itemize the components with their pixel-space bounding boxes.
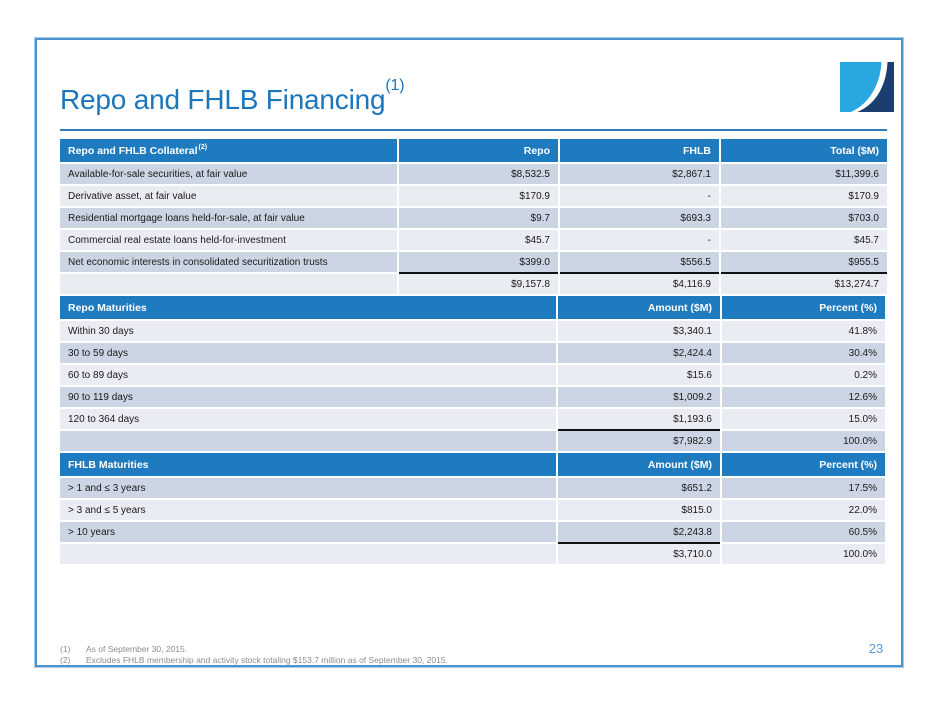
total-cell: $13,274.7 <box>721 274 887 294</box>
column-header: Total ($M) <box>721 139 887 162</box>
title-text: Repo and FHLB Financing <box>60 84 386 115</box>
footnote-2 <box>60 655 448 666</box>
total-cell: 100.0% <box>722 544 885 564</box>
total-row-label <box>60 431 556 451</box>
cell: 22.0% <box>722 500 885 520</box>
cell: $8,532.5 <box>399 164 558 184</box>
footnotes <box>60 644 448 666</box>
row-label: 120 to 364 days <box>60 409 556 429</box>
table-row <box>60 387 887 407</box>
table-row <box>60 164 887 184</box>
cell: $399.0 <box>399 252 558 272</box>
total-row <box>60 544 887 564</box>
row-label: > 10 years <box>60 522 556 542</box>
cell: 15.0% <box>722 409 885 429</box>
cell: $955.5 <box>721 252 887 272</box>
cell: $556.5 <box>560 252 719 272</box>
cell: $703.0 <box>721 208 887 228</box>
footnote-1-marker: (1) <box>60 644 71 654</box>
footnote-1-text: As of September 30, 2015. <box>86 644 188 654</box>
page-number: 23 <box>868 641 884 656</box>
total-cell: 100.0% <box>722 431 885 451</box>
table-title: FHLB Maturities <box>60 453 556 476</box>
cell: - <box>560 186 719 206</box>
table-title: Repo and FHLB Collateral $^{(2)}$ <box>60 139 397 162</box>
footnote-2-text: Excludes FHLB membership and activity stock totaling $153.7 million as of September 30, 2015. <box>86 655 448 665</box>
cell: $11,399.6 <box>721 164 887 184</box>
cell: $651.2 <box>558 478 720 498</box>
total-row-label <box>60 274 397 294</box>
tables-container <box>60 139 887 564</box>
table-title: Repo Maturities <box>60 296 556 319</box>
column-header: Amount ($M) <box>558 453 720 476</box>
total-row-label <box>60 544 556 564</box>
total-cell: $4,116.9 <box>560 274 719 294</box>
footnote-2-marker: (2) <box>60 655 71 665</box>
row-label: 60 to 89 days <box>60 365 556 385</box>
cell: 0.2% <box>722 365 885 385</box>
total-cell: $7,982.9 <box>558 431 720 451</box>
repo-maturities-table <box>60 296 887 451</box>
cell: $9.7 <box>399 208 558 228</box>
cell: 12.6% <box>722 387 885 407</box>
table-row <box>60 186 887 206</box>
title-divider-rule <box>60 129 887 131</box>
total-row <box>60 431 887 451</box>
row-label: Commercial real estate loans held-for-investment <box>60 230 397 250</box>
fhlb-maturities-table-header-row <box>60 453 887 476</box>
cell: $1,193.6 <box>558 409 720 429</box>
table-row <box>60 478 887 498</box>
cell: 60.5% <box>722 522 885 542</box>
row-label: Available-for-sale securities, at fair value <box>60 164 397 184</box>
cell: 41.8% <box>722 321 885 341</box>
fhlb-maturities-table <box>60 453 887 564</box>
table-row <box>60 500 887 520</box>
row-label: > 3 and ≤ 5 years <box>60 500 556 520</box>
table-row <box>60 522 887 542</box>
table-row <box>60 230 887 250</box>
total-cell: $3,710.0 <box>558 544 720 564</box>
row-label: Residential mortgage loans held-for-sale, at fair value <box>60 208 397 228</box>
table-row <box>60 343 887 363</box>
total-cell: $9,157.8 <box>399 274 558 294</box>
repo-fhlb-collateral-table <box>60 139 887 294</box>
page-title <box>60 76 405 116</box>
table-row <box>60 208 887 228</box>
cell: $170.9 <box>721 186 887 206</box>
cell: $2,424.4 <box>558 343 720 363</box>
table-row <box>60 252 887 272</box>
row-label: 30 to 59 days <box>60 343 556 363</box>
cell: $2,867.1 <box>560 164 719 184</box>
cell: $170.9 <box>399 186 558 206</box>
cell: 30.4% <box>722 343 885 363</box>
title-footnote-ref: (1) <box>385 76 405 94</box>
column-header: Repo <box>399 139 558 162</box>
table-row <box>60 321 887 341</box>
cell: $693.3 <box>560 208 719 228</box>
footnote-1 <box>60 644 448 655</box>
cell: $2,243.8 <box>558 522 720 542</box>
cell: $1,009.2 <box>558 387 720 407</box>
total-row <box>60 274 887 294</box>
table-row <box>60 365 887 385</box>
row-label: > 1 and ≤ 3 years <box>60 478 556 498</box>
column-header: Percent (%) <box>722 453 885 476</box>
table-title-footnote-ref: (2) <box>198 144 208 151</box>
row-label: Derivative asset, at fair value <box>60 186 397 206</box>
column-header: Percent (%) <box>722 296 885 319</box>
column-header: FHLB <box>560 139 719 162</box>
repo-fhlb-collateral-table-header-row <box>60 139 887 162</box>
cell: $45.7 <box>721 230 887 250</box>
row-label: Within 30 days <box>60 321 556 341</box>
row-label: 90 to 119 days <box>60 387 556 407</box>
company-logo-icon <box>840 62 894 112</box>
row-label: Net economic interests in consolidated securitization trusts <box>60 252 397 272</box>
cell: $15.6 <box>558 365 720 385</box>
repo-maturities-table-header-row <box>60 296 887 319</box>
column-header: Amount ($M) <box>558 296 720 319</box>
cell: $815.0 <box>558 500 720 520</box>
cell: $3,340.1 <box>558 321 720 341</box>
cell: 17.5% <box>722 478 885 498</box>
cell: $45.7 <box>399 230 558 250</box>
cell: - <box>560 230 719 250</box>
table-row <box>60 409 887 429</box>
